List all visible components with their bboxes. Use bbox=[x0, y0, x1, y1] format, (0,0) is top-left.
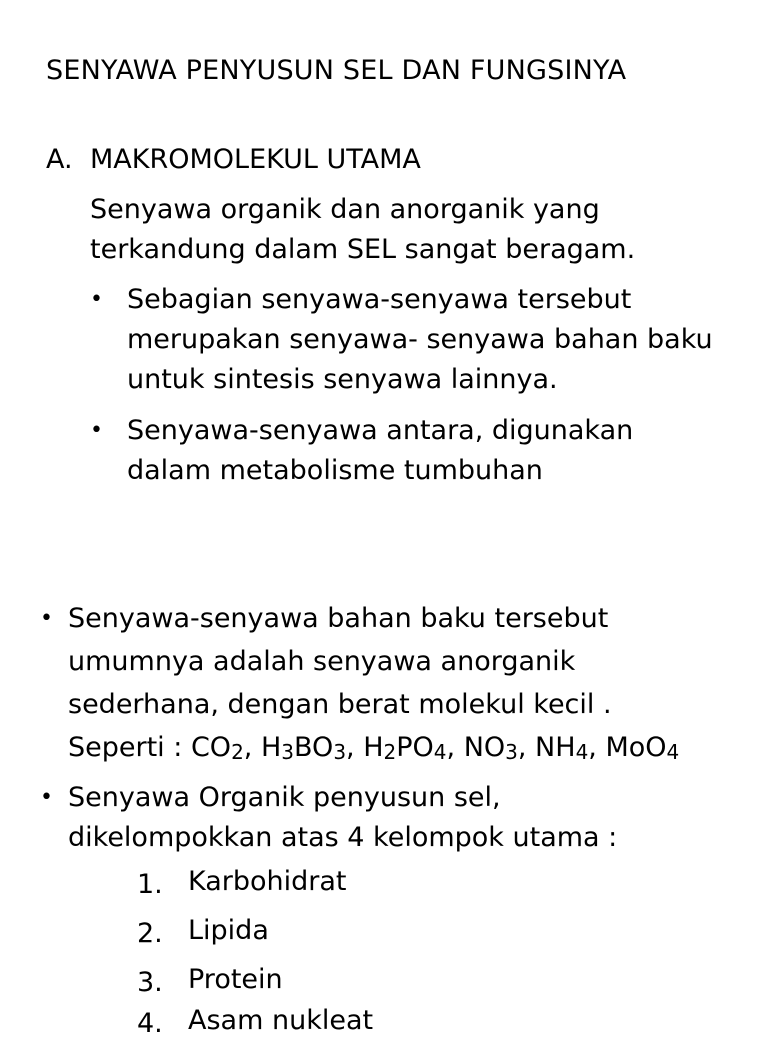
formula-subscript: 2 bbox=[383, 740, 397, 764]
list-number: 2. bbox=[137, 918, 163, 949]
chemical-formula-line bbox=[68, 728, 679, 770]
s2-bullet1-line-3: sederhana, dengan berat molekul kecil . bbox=[68, 689, 612, 720]
list-item-protein: Protein bbox=[188, 964, 283, 995]
formula-text: , MoO bbox=[588, 732, 667, 763]
list-item-asam-nukleat: Asam nukleat bbox=[188, 1005, 374, 1036]
bullet-symbol: • bbox=[90, 287, 103, 312]
intro-line-2: terkandung dalam SEL sangat beragam. bbox=[90, 234, 636, 265]
bullet2-line-2: dalam metabolisme tumbuhan bbox=[127, 455, 543, 486]
list-item-lipida: Lipida bbox=[188, 915, 269, 946]
s2-bullet1-line-1: Senyawa-senyawa bahan baku tersebut bbox=[68, 603, 609, 634]
bullet1-line-2: merupakan senyawa- senyawa bahan baku bbox=[127, 324, 713, 355]
list-number: 4. bbox=[137, 1008, 163, 1039]
formula-subscript: 4 bbox=[575, 740, 589, 764]
s2-bullet2-line-1: Senyawa Organik penyusun sel, bbox=[68, 782, 501, 813]
intro-line-1: Senyawa organik dan anorganik yang bbox=[90, 194, 600, 225]
bullet2-line-1: Senyawa-senyawa antara, digunakan bbox=[127, 415, 634, 446]
formula-text: , H bbox=[243, 732, 282, 763]
section-marker: A. bbox=[46, 144, 73, 175]
formula-subscript: 3 bbox=[333, 740, 347, 764]
s2-bullet2-line-2: dikelompokkan atas 4 kelompok utama : bbox=[68, 822, 618, 853]
formula-subscript: 3 bbox=[281, 740, 294, 764]
formula-subscript: 4 bbox=[666, 740, 680, 764]
slide-2 bbox=[0, 578, 768, 1039]
formula-text: BO bbox=[294, 732, 334, 763]
bullet1-line-3: untuk sintesis senyawa lainnya. bbox=[127, 364, 558, 395]
formula-text: PO bbox=[396, 732, 434, 763]
formula-text: , NH bbox=[517, 732, 576, 763]
bullet1-line-1: Sebagian senyawa-senyawa tersebut bbox=[127, 284, 632, 315]
bullet-symbol: • bbox=[40, 606, 53, 631]
formula-text: , NO bbox=[446, 732, 506, 763]
section-title: MAKROMOLEKUL UTAMA bbox=[90, 144, 421, 175]
formula-subscript: 4 bbox=[433, 740, 447, 764]
bullet-symbol: • bbox=[40, 785, 53, 810]
s2-bullet1-line-2: umumnya adalah senyawa anorganik bbox=[68, 646, 576, 677]
bullet-symbol: • bbox=[90, 418, 103, 443]
list-item-karbohidrat: Karbohidrat bbox=[188, 866, 347, 897]
slide-title: SENYAWA PENYUSUN SEL DAN FUNGSINYA bbox=[46, 55, 627, 86]
formula-prefix: Seperti : CO bbox=[68, 732, 232, 763]
formula-subscript: 2 bbox=[231, 740, 244, 764]
formula-text: , H bbox=[346, 732, 384, 763]
formula-subscript: 3 bbox=[505, 740, 518, 764]
list-number: 3. bbox=[137, 967, 163, 998]
list-number: 1. bbox=[137, 869, 163, 900]
